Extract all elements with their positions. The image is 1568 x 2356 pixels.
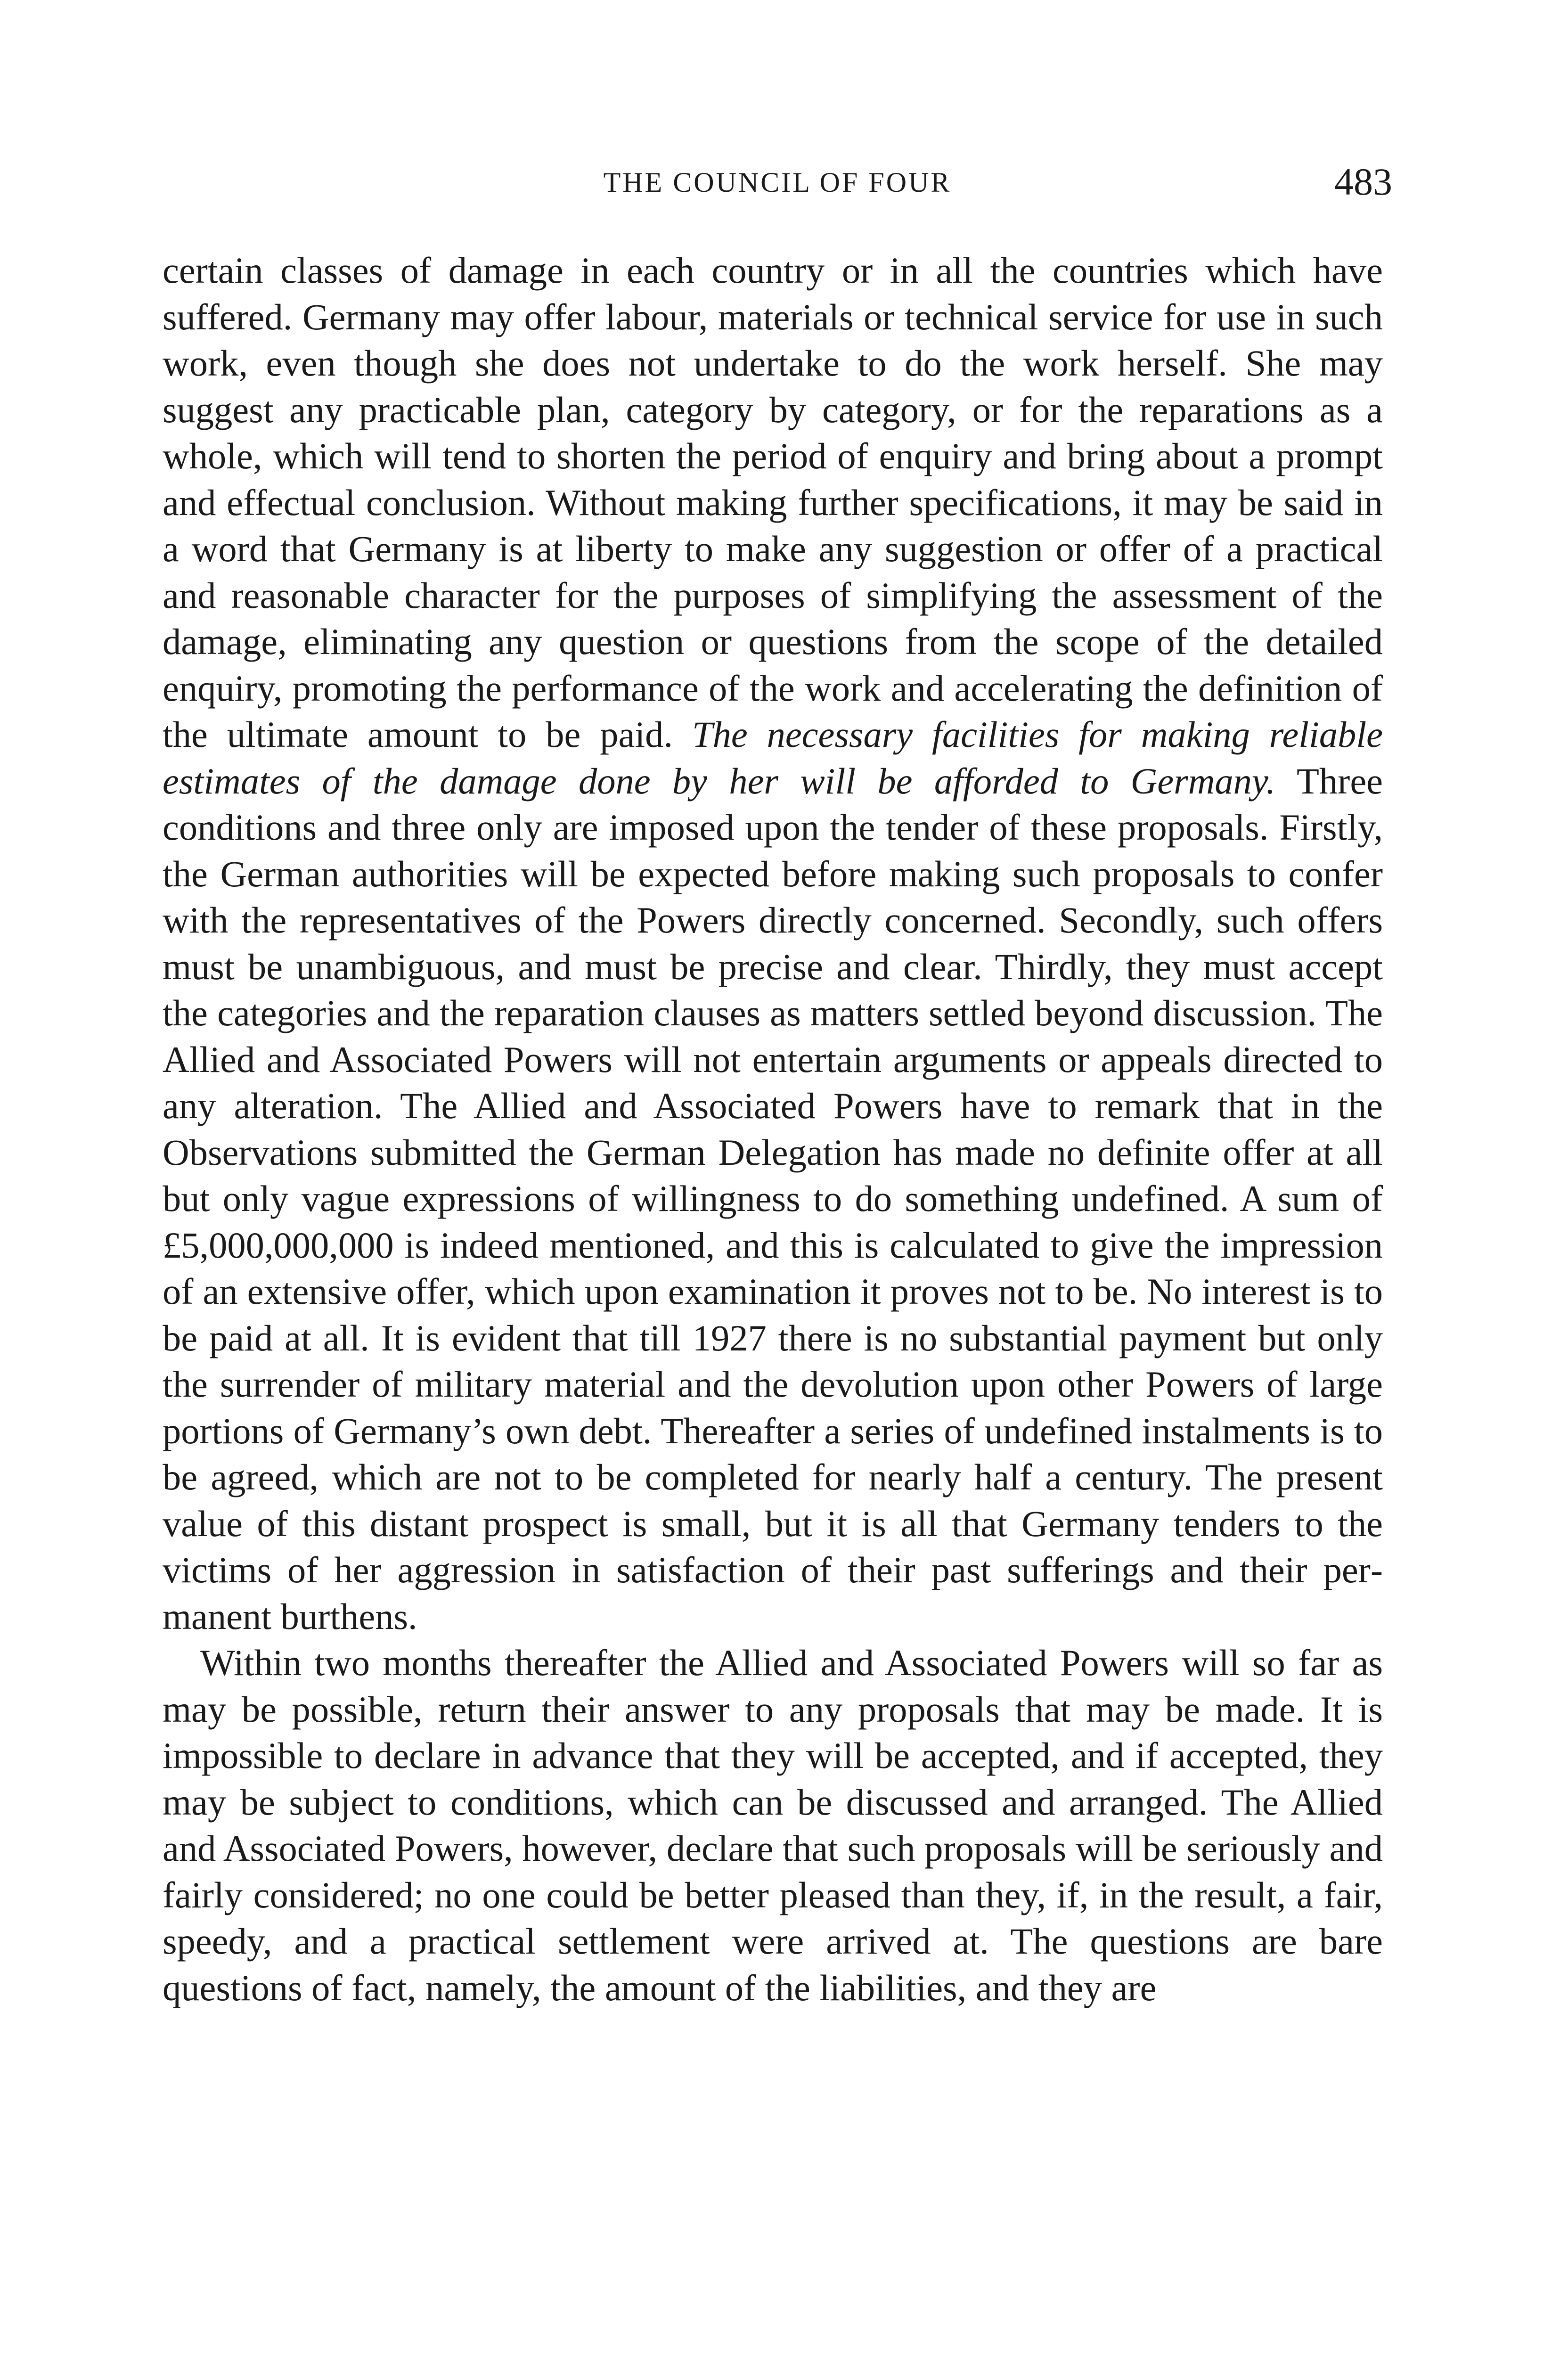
- running-title: THE COUNCIL OF FOUR: [603, 167, 952, 198]
- paragraph: [163, 1640, 1383, 2011]
- paragraph-text: Within two months thereafter the Allied and Associated Powers will so far as may be possible, return their answer to any proposals that may be made. It is impossible to declare in advance that they will be accepted, and if accepted, they may be subject to conditions, which can be discussed and arranged. The Allied and Associated Powers, however, declare that such proposals will be seriously and fairly considered; no one could be better pleased than they, if, in the result, a fair, speedy, and a practical settlement were arrived at. The questions are bare questions of fact, namely, the amount of the liabilities, and they are: [163, 1642, 1383, 2008]
- running-header: [163, 160, 1392, 205]
- paragraph-continued: [163, 247, 1383, 1640]
- page-number: 483: [1334, 160, 1392, 203]
- paragraph-text: certain classes of damage in each country or in all the countries which have suffered. Germany may offer labour, materials or technical service for use in such work, even though she does not undertake to do the work herself. She may suggest any practicable plan, category by category, or for the reparations as a whole, which will tend to shorten the period of enquiry and bring about a prompt and effectual conclusion. Without making further specifications, it may be said in a word that Germany is at liberty to make any suggestion or offer of a practical and reasonable character for the purposes of simplifying the assessment of the damage, eliminating any question or questions from the scope of the detailed enquiry, promoting the performance of the work and accelerating the definition of the ultimate amount to be paid.: [163, 250, 1383, 755]
- body-text: [163, 247, 1383, 2011]
- italic-passage: The necessary facilities for making reliable estimates of the damage done by her will be afforded to Germany.: [163, 714, 1383, 802]
- paragraph-text: Three conditions and three only are imposed upon the tender of these proposals. Firstly, the German authorities will be expected before making such proposals to confer with the representatives of the Powers directly concerned. Secondly, such offers must be unambiguous, and must be precise and clear. Thirdly, they must accept the categories and the reparation clauses as matters settled beyond discussion. The Allied and Associated Powers will not entertain arguments or appeals directed to any alteration. The Allied and Associated Powers have to remark that in the Observations submitted the German Delegation has made no definite offer at all but only vague expressions of willingness to do something undefined. A sum of £5,000,000,000 is indeed mentioned, and this is calculated to give the impression of an extensive offer, which upon examination it proves not to be. No interest is to be paid at all. It is evident that till 1927 there is no substantial payment but only the surrender of military material and the devolution upon other Powers of large portions of Germany’s own debt. Thereafter a series of undefined instalments is to be agreed, which are not to be completed for nearly half a century. The present value of this distant prospect is small, but it is all that Germany tenders to the victims of her aggression in satisfaction of their past sufferings and their permanent burthens.: [163, 760, 1383, 1637]
